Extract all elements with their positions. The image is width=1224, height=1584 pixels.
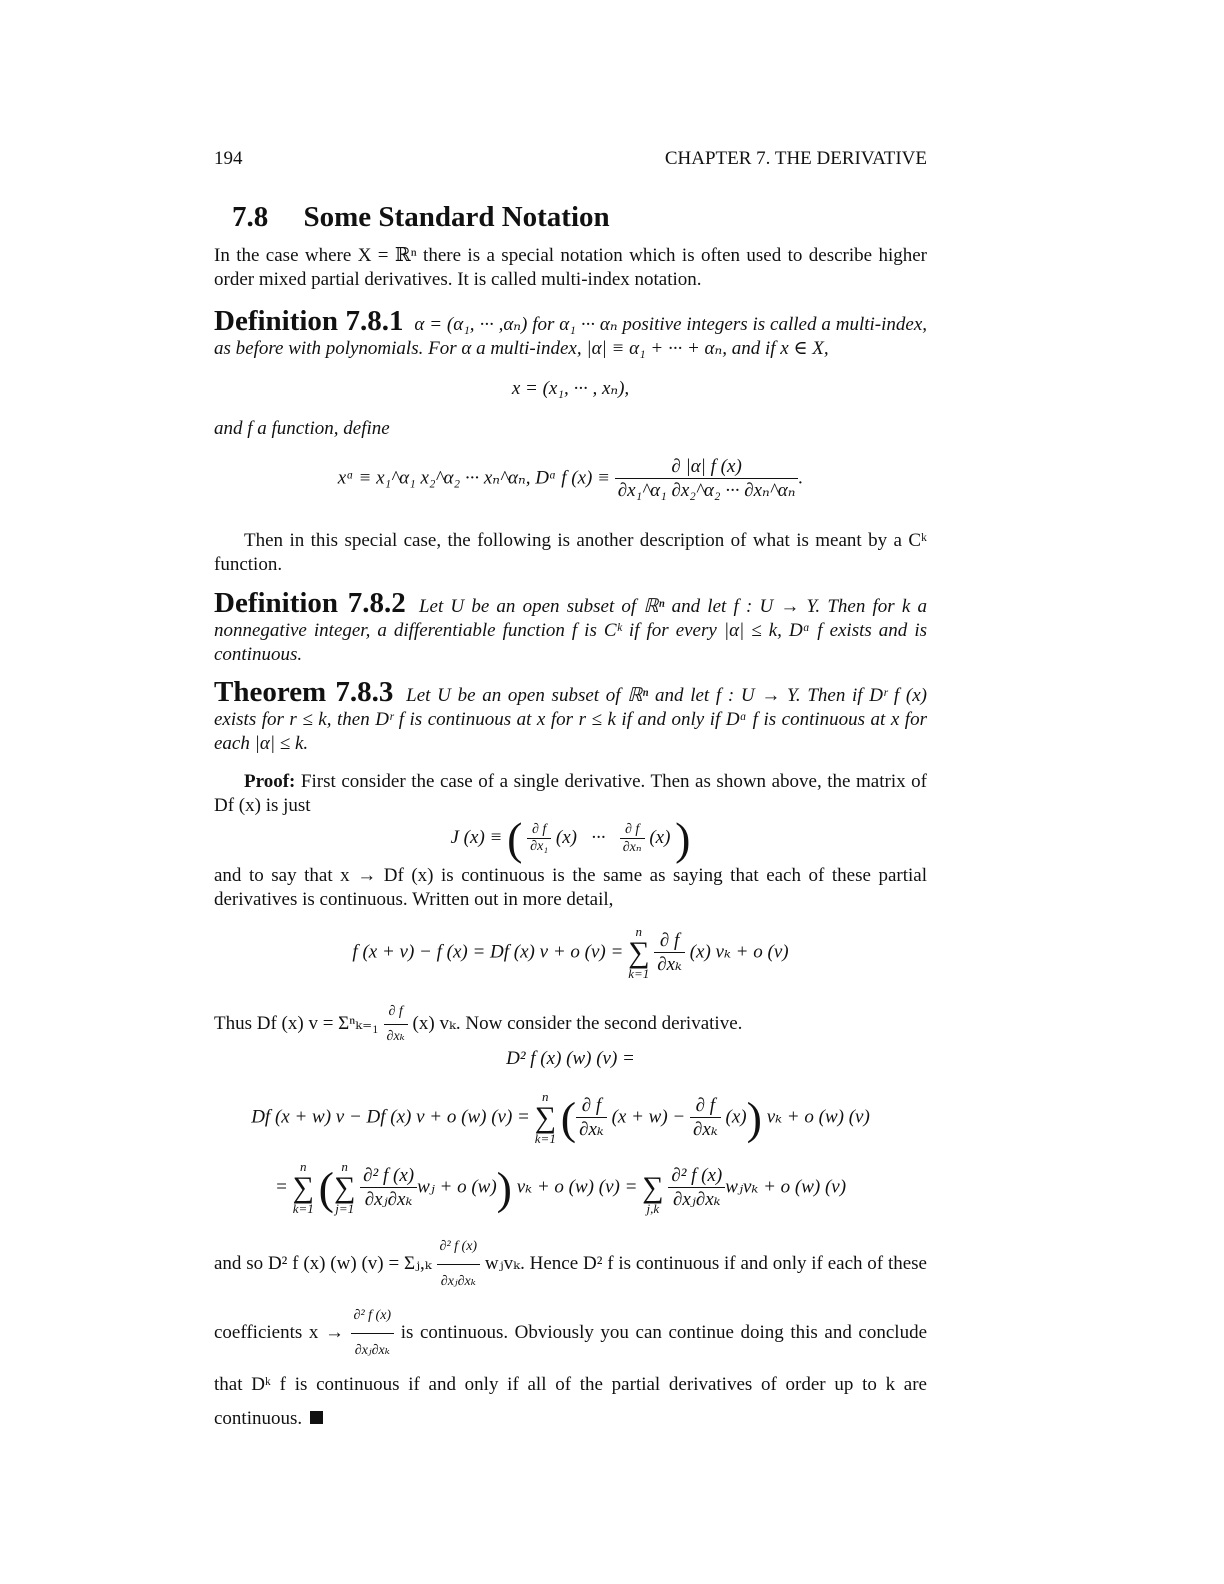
equation-end: wⱼvₖ + o (w) (v) [725,1176,847,1198]
denominator: ∂xₙ [622,839,642,855]
lower-limit: k=1 [534,1131,556,1146]
upper-limit: n [341,1159,348,1174]
second-partial-fraction [360,1165,417,1211]
numerator: ∂ f [654,930,685,953]
summation [642,1160,663,1216]
equation-right: (x) vₖ + o (v) [689,941,789,963]
lower-limit: k=1 [628,966,650,981]
page-number: 194 [214,148,243,169]
partial-fraction [690,1095,721,1141]
partial-fraction [384,1000,408,1049]
sigma-symbol: ∑ [333,1171,356,1204]
right-paren: ) [746,1092,762,1144]
numerator: ∂² f (x) [360,1165,417,1188]
denominator: ∂xₖ [657,954,682,975]
multi-index-left: xᵅ ≡ x₁^α₁ x₂^α₂ ··· xₙ^αₙ, Dᵅ f (x) ≡ [337,467,610,489]
denominator: ∂xⱼ∂xₖ [440,1274,476,1289]
argument-shift: (x + w) − [611,1106,686,1128]
second-partial-fraction [437,1230,481,1299]
denominator: ∂xⱼ∂xₖ [364,1189,413,1210]
denominator: ∂xₖ [693,1119,718,1140]
definition-text: α = (α₁, ··· ,αₙ) for α₁ ··· αₙ positive integers is called a multi-index, as before with polynomials. For α a multi-index, |α| ≡ α₁ + ··· + αₙ, and if x ∈ X, [214,314,928,359]
definition-heading: Definition 7.8.2 [214,587,406,619]
lower-limit: k=1 [292,1201,314,1216]
proof-paragraph-4 [214,1230,927,1436]
definition-text: Let U be an open subset of ℝⁿ and let f : U → Y. Then for k a nonnegative integer, a differentiable function f is Cᵏ if for every |α| ≤ k, Dᵅ f exists and is continuous. [214,596,927,665]
sigma-symbol: ∑ [292,1171,314,1204]
lower-limit: j=1 [335,1201,355,1216]
jacobian-left: J (x) ≡ [450,826,503,848]
sigma-symbol: ∑ [642,1171,664,1204]
equation-3 [204,1160,917,1216]
upper-limit: n [635,924,642,939]
equals: = [274,1176,288,1198]
definition-7-8-1 [214,305,928,361]
denominator: ∂xₖ [386,1029,405,1044]
qed-square-icon [310,1411,323,1424]
text-b: (x) vₖ. Now consider the second derivative. [412,1012,743,1034]
summation [535,1090,556,1146]
definition-7-8-2 [214,587,927,667]
proof-text: First consider the case of a single derivative. Then as shown above, the matrix of Df (x) is just [214,771,928,816]
lower-limit: j,k [646,1201,660,1216]
second-partial-fraction [351,1299,395,1368]
partial-fraction [576,1095,607,1141]
equation-1 [214,925,927,981]
equation-middle: wⱼ + o (w) [417,1176,497,1198]
partial-fraction [620,822,645,856]
equation-2 [204,1090,917,1146]
display-x-vector: x = (x₁, ··· , xₙ), [511,378,630,399]
text-a: and so D² f (x) (w) (v) = Σⱼ,ₖ [214,1252,432,1274]
second-partial-fraction [668,1165,725,1211]
equation-2-top: D² f (x) (w) (v) = [506,1048,635,1069]
equation-left: f (x + v) − f (x) = Df (x) v + o (v) = [352,941,624,963]
upper-limit: n [299,1159,307,1174]
intro-paragraph: In the case where X = ℝⁿ there is a special notation which is often used to describe higher order mixed partial derivatives. It is called multi-index notation. [214,245,927,290]
equation-left: Df (x + w) v − Df (x) v + o (w) (v) = [251,1106,530,1128]
fraction-numerator: ∂ |α| f (x) [615,456,799,479]
partial-fraction [654,930,685,976]
left-paren: ( [318,1162,334,1214]
proof-paragraph-2: and to say that x → Df (x) is continuous is the same as saying that each of these partial derivatives is continuous. Written out in more detail, [214,865,927,910]
argument: (x) [555,826,578,848]
left-paren: ( [560,1092,577,1144]
numerator: ∂ f [384,1000,408,1025]
numerator: ∂² f (x) [437,1230,481,1265]
left-paren: ( [507,813,523,864]
upper-limit: n [542,1089,549,1104]
proof-label: Proof: [244,771,296,792]
then-paragraph: Then in this special case, the following is another description of what is meant by a Cᵏ function. [214,530,927,575]
right-paren: ) [675,813,691,864]
numerator: ∂ f [527,822,551,839]
fraction-denominator: ∂x₁^α₁ ∂x₂^α₂ ··· ∂xₙ^αₙ [617,480,796,501]
sigma-symbol: ∑ [534,1101,556,1134]
summation [334,1160,355,1216]
multi-index-fraction [615,456,799,502]
numerator: ∂ f [576,1095,607,1118]
theorem-7-8-3 [214,676,928,756]
numerator: ∂ f [690,1095,721,1118]
numerator: ∂² f (x) [668,1165,725,1188]
right-paren: ) [496,1162,512,1214]
definition-after: and f a function, define [214,418,390,439]
period: . [798,467,804,489]
section-heading [232,201,610,234]
proof-paragraph-3 [214,1000,927,1049]
numerator: ∂² f (x) [351,1299,395,1334]
summation [293,1160,314,1216]
text-a: Thus Df (x) v = Σⁿₖ₌₁ [214,1012,379,1034]
numerator: ∂ f [620,822,645,839]
denominator: ∂x₁ [530,839,549,854]
argument: (x) [649,826,671,848]
summation [628,925,649,981]
equation-right: vₖ + o (w) (v) [766,1106,870,1128]
proof-paragraph-1 [214,770,927,818]
denominator: ∂xⱼ∂xₖ [354,1343,390,1358]
display-multi-index [214,456,927,502]
equation-right: vₖ + o (w) (v) = [516,1176,638,1198]
chapter-title: CHAPTER 7. THE DERIVATIVE [664,148,927,169]
section-title: Some Standard Notation [303,201,610,233]
argument: (x) [725,1106,747,1128]
denominator: ∂xⱼ∂xₖ [672,1189,721,1210]
section-number: 7.8 [232,201,269,233]
text-b: wⱼvₖ. Hence D² f is continuous if and only if each of these coefficients x → [214,1252,927,1343]
definition-heading: Definition 7.8.1 [214,305,404,337]
denominator: ∂xₖ [579,1119,604,1140]
text-c: is continuous. Obviously you can continue doing this and conclude that Dᵏ f is continuous if and only if all of the partial derivatives of order up to k are continuous. [214,1321,928,1429]
partial-fraction [527,822,551,855]
sigma-symbol: ∑ [628,936,650,969]
ellipsis: ··· [591,826,606,848]
theorem-heading: Theorem 7.8.3 [214,676,394,708]
theorem-text: Let U be an open subset of ℝⁿ and let f : U → Y. Then if Dʳ f (x) exists for r ≤ k, then Dʳ f is continuous at x for r ≤ k if and only if Dᵅ f is continuous at x for each |α| ≤ k. [214,685,928,754]
jacobian-display [214,812,927,865]
